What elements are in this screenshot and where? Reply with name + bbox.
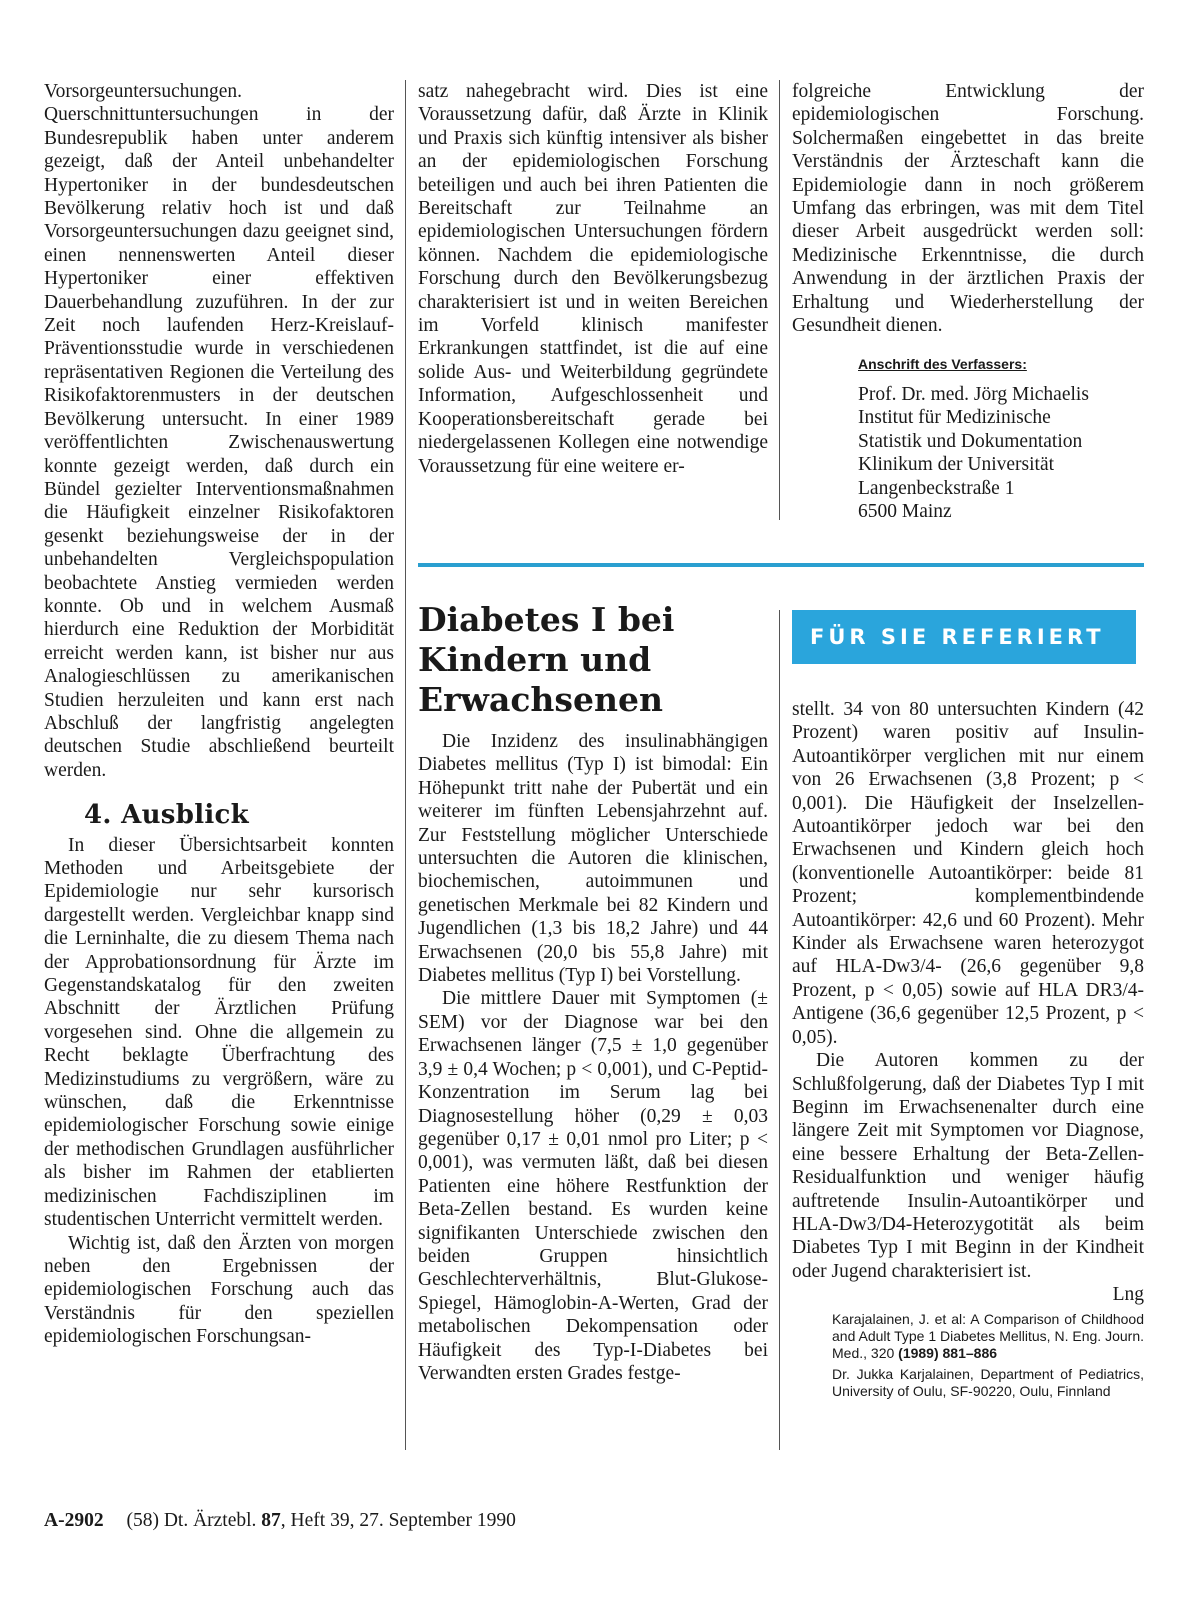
reference-citation-year-pages: (1989) 881–886 bbox=[898, 1344, 998, 1361]
col3-paragraph-1: folgreiche Entwicklung der epidemiologischen Forschung. Solchermaßen eingebettet in das breite Verständnis der Ärzteschaft kann die Epidemiologie dann in noch größerem Umfang das erbringen, was mit dem Titel dieser Arbeit ausgedrückt werden soll: Medizinische Erkenntnisse, die durch Anwendung in der ärztlichen Praxis der Erhaltung und Wiederherstellung der Gesundheit dienen. bbox=[792, 81, 1144, 337]
reference-citation-text: Karajalainen, J. et al: A Comparison of Childhood and Adult Type 1 Diabetes Mellitus, N. Eng. Journ. Med., 320 bbox=[832, 1310, 1144, 1361]
column-2-top bbox=[418, 80, 768, 478]
article-paragraph-3: stellt. 34 von 80 untersuchten Kindern (42 Prozent) waren positiv auf Insulin-Autoantikörper verglichen mit nur einem von 26 Erwachsenen (3,8 Prozent; p < 0,001). Die Häufigkeit der Inselzellen-Autoantikörper jedoch war bei den Erwachsenen und Kindern gleich hoch (konventionelle Autoantikörper: beide 81 Prozent; komplementbindende Autoantikörper: 42,6 und 60 Prozent). Mehr Kinder als Erwachsene waren heterozygot auf HLA-Dw3/4- (26,6 gegenüber 9,8 Prozent, p < 0,05) sowie auf HLA DR3/4-Antigene (36,6 gegenüber 12,5 Prozent, p < 0,05). bbox=[792, 699, 1144, 1048]
address-line-5: Langenbeckstraße 1 bbox=[858, 477, 1015, 499]
address-label: Anschrift des Verfassers: bbox=[858, 356, 1027, 373]
article-paragraph-1: Die Inzidenz des insulinabhängigen Diabetes mellitus (Typ I) ist bimodal: Ein Höhepunkt tritt nahe der Pubertät und ein weiterer im fünften Lebensjahrzehnt auf. Zur Feststellung möglicher Unterschiede untersuchten die Autoren die klinischen, biochemischen, autoimmunen und genetischen Merkmale bei 82 Kindern und Jugendlichen (1,3 bis 18,2 Jahre) und 44 Erwachsenen (20,0 bis 55,8 Jahre) mit Diabetes mellitus (Typ I) bei Vorstellung. bbox=[418, 731, 768, 987]
column-divider-2-bottom bbox=[779, 610, 780, 1450]
article-divider-rule bbox=[418, 563, 1144, 567]
page-number: A-2902 bbox=[44, 1510, 104, 1531]
address-line-2: Institut für Medizinische bbox=[858, 407, 1051, 429]
signature-row bbox=[792, 1283, 1144, 1306]
col1-paragraph-2: In dieser Übersichtsarbeit konnten Methoden und Arbeitsgebiete der Epidemiologie nur sehr kursorisch dargestellt werden. Vergleichbar knapp sind die Lerninhalte, die zu diesem Thema nach der Approbationsordnung für Ärzte im Gegenstandskatalog für den zweiten Abschnitt der Ärztlichen Prüfung vorgesehen sind. Ohne die allgemein zu Recht beklagte Überfrachtung des Medizinstudiums zu vergrößern, wäre zu wünschen, daß die Erkenntnisse epidemiologischer Forschung sowie einige der methodischen Grundlagen ausführlicher als bisher im Rahmen der etablierten medizinischen Fachdisziplinen im studentischen Unterricht vermittelt werden. bbox=[44, 834, 394, 1231]
section-heading-ausblick: 4. Ausblick bbox=[84, 800, 249, 831]
article-paragraph-2: Die mittlere Dauer mit Symptomen (± SEM) vor der Diagnose war bei den Erwachsenen länger (7,5 ± 1,0 gegenüber 3,9 ± 0,4 Wochen; p < 0,001), und C-Peptid-Konzentration im Serum lag bei Diagnosestellung höher (0,29 ± 0,03 gegenüber 0,17 ± 0,01 nmol pro Liter; p < 0,001), was vermuten läßt, daß bei diesen Patienten eine höhere Restfunktion der Beta-Zellen bestand. Es wurden keine signifikanten Unterschiede zwischen den beiden Gruppen hinsichtlich Geschlechterverhältnis, Blut-Glukose-Spiegel, Hämoglobin-A-Werten, Grad der metabolischen Dekompensation oder Häufigkeit des Typ-I-Diabetes bei Verwandten ersten Grades festge- bbox=[418, 988, 768, 1384]
author-sign: Lng bbox=[1112, 1284, 1144, 1306]
address-line-4: Klinikum der Universität bbox=[858, 454, 1055, 476]
article-column-2 bbox=[418, 730, 768, 1385]
column-divider-2-top bbox=[779, 80, 780, 520]
article-paragraph-4: Die Autoren kommen zu der Schlußfolgerung, daß der Diabetes Typ I mit Beginn im Erwachsenenalter durch eine längere Zeit mit Symptomen vor Diagnose, eine bessere Erhaltung der Beta-Zellen-Residualfunktion und weniger häufig auftretende Insulin-Autoantikörper und HLA-Dw3/D4-Heterozygotität als beim Diabetes Typ I mit Beginn in der Kindheit oder Jugend charakterisiert ist. bbox=[792, 1050, 1144, 1282]
address-line-6: 6500 Mainz bbox=[858, 500, 952, 522]
address-line-1: Prof. Dr. med. Jörg Michaelis bbox=[858, 383, 1089, 405]
column-3-top bbox=[792, 80, 1144, 523]
column-1 bbox=[44, 80, 394, 1349]
page-footer bbox=[44, 1510, 516, 1532]
col2-paragraph-1: satz nahegebracht wird. Dies ist eine Voraussetzung dafür, daß Ärzte in Klinik und Praxis sich künftig intensiver als bisher an der epidemiologischen Forschung beteiligen und auch bei ihren Patienten die Bereitschaft zur Teilnahme an epidemiologischen Untersuchungen fördern können. Nachdem die epidemiologische Forschung durch den Bevölkerungsbezug charakterisiert ist und in weiten Bereichen im Vorfeld klinisch manifester Erkrankungen stattfindet, ist die auf eine solide Aus- und Weiterbildung gegründete Information, Aufgeschlossenheit und Kooperationsbereitschaft gerade bei niedergelassenen Kollegen eine notwendige Voraussetzung für eine weitere er- bbox=[418, 81, 768, 477]
address-line-3: Statistik und Dokumentation bbox=[858, 430, 1083, 452]
footer-journal: (58) Dt. Ärztebl. bbox=[126, 1510, 257, 1531]
section-banner: FÜR SIE REFERIERT bbox=[792, 610, 1136, 664]
col1-paragraph-3: Wichtig ist, daß den Ärzten von morgen neben den Ergebnissen der epidemiologischen Forschung auch das Verständnis für den speziellen epidemiologischen Forschungsan- bbox=[44, 1232, 394, 1348]
article-column-3 bbox=[792, 698, 1144, 1400]
reference-author-address: Dr. Jukka Karjalainen, Department of Pediatrics, University of Oulu, SF-90220, Oulu, Finnland bbox=[832, 1365, 1144, 1399]
article-headline: Diabetes I bei Kindern und Erwachsenen bbox=[418, 600, 675, 719]
footer-issue-date: , Heft 39, 27. September 1990 bbox=[280, 1510, 516, 1531]
footer-volume: 87 bbox=[261, 1510, 281, 1531]
reference-citation bbox=[832, 1311, 1144, 1362]
col1-paragraph-1: Vorsorgeuntersuchungen. Querschnittuntersuchungen in der Bundesrepublik haben unter anderem gezeigt, daß der Anteil unbehandelter Hypertoniker in der bundesdeutschen Bevölkerung relativ hoch ist und daß Vorsorgeuntersuchungen dazu geeignet sind, einen nennenswerten Anteil dieser Hypertoniker einer effektiven Dauerbehandlung zuzuführen. In der zur Zeit noch laufenden Herz-Kreislauf-Präventionsstudie wurde in verschiedenen repräsentativen Regionen die Verteilung des Risikofaktorenmusters in der deutschen Bevölkerung untersucht. In einer 1989 veröffentlichten Zwischenauswertung konnte gezeigt werden, daß durch ein Bündel gezielter Interventionsmaßnahmen die Häufigkeit einzelner Risikofaktoren gesenkt beziehungsweise der in der unbehandelten Vergleichspopulation beobachtete Anstieg vermieden werden konnte. Ob und in welchem Ausmaß hierdurch eine Reduktion der Morbidität erreicht werden kann, ist bisher nur aus Analogieschlüssen zu amerikanischen Studien herzuleiten und kann erst nach Abschluß der langfristig angelegten deutschen Studie abschließend beurteilt werden. bbox=[44, 81, 394, 781]
column-divider-1 bbox=[405, 80, 406, 1450]
